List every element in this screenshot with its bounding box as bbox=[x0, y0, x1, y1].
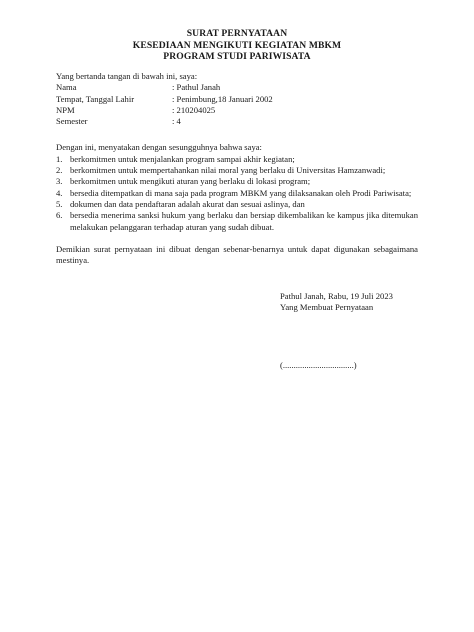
list-item-text: bersedia menerima sanksi hukum yang berlaku dan bersiap dikembalikan ke kampus jika ditemukan melakukan pelanggaran terhadap aturan yang sudah dibuat. bbox=[70, 210, 418, 232]
program-title: PROGRAM STUDI PARIWISATA bbox=[163, 51, 311, 62]
list-item bbox=[56, 154, 418, 165]
list-item bbox=[56, 176, 418, 187]
identity-value: : Pathul Janah bbox=[172, 82, 221, 93]
list-item-text: dokumen dan data pendaftaran adalah akurat dan sesuai aslinya, dan bbox=[70, 198, 305, 209]
document-subtitle: KESEDIAAN MENGIKUTI KEGIATAN MBKM bbox=[132, 39, 342, 51]
statement-list bbox=[56, 154, 418, 233]
list-item bbox=[56, 199, 418, 210]
document-title: SURAT PERNYATAAN bbox=[186, 28, 288, 39]
document-body bbox=[56, 71, 418, 266]
identity-value: : Penimbung,18 Januari 2002 bbox=[172, 93, 273, 104]
signature-name-line: (.................................) bbox=[280, 360, 357, 370]
identity-value: : 4 bbox=[172, 116, 181, 127]
list-item-text: berkomitmen untuk mengikuti aturan yang berlaku di lokasi program; bbox=[70, 176, 311, 187]
list-item-number: 5. bbox=[56, 198, 63, 209]
closing-paragraph: Demikian surat pernyataan ini dibuat dengan sebenar-benarnya untuk dapat digunakan sebagaimana mestinya. bbox=[56, 243, 418, 266]
list-item-number: 2. bbox=[56, 165, 63, 176]
signature-place-date: Pathul Janah, Rabu, 19 Juli 2023 bbox=[280, 291, 393, 301]
list-item-number: 4. bbox=[56, 187, 63, 198]
intro-text: Yang bertanda tangan di bawah ini, saya: bbox=[56, 71, 198, 81]
list-item-text: berkomitmen untuk mempertahankan nilai moral yang berlaku di Universitas Hamzanwadi; bbox=[70, 165, 386, 176]
identity-row bbox=[56, 116, 273, 127]
list-item bbox=[56, 210, 418, 233]
identity-label: Semester bbox=[56, 116, 88, 127]
list-item-text: berkomitmen untuk menjalankan program sampai akhir kegiatan; bbox=[70, 153, 295, 164]
identity-label: Nama bbox=[56, 82, 77, 93]
list-item-number: 1. bbox=[56, 153, 63, 164]
identity-row bbox=[56, 105, 273, 116]
identity-row bbox=[56, 82, 273, 93]
signature-role: Yang Membuat Pernyataan bbox=[280, 302, 374, 313]
list-item-number: 3. bbox=[56, 176, 63, 187]
document-header bbox=[0, 28, 474, 63]
identity-row bbox=[56, 94, 273, 105]
identity-value: : 210204025 bbox=[172, 104, 216, 115]
list-item bbox=[56, 188, 418, 199]
signature-block bbox=[280, 291, 393, 314]
list-item bbox=[56, 165, 418, 176]
identity-label: NPM bbox=[56, 104, 75, 115]
list-item-text: bersedia ditempatkan di mana saja pada program MBKM yang dilaksanakan oleh Prodi Pariwisata; bbox=[70, 187, 412, 198]
identity-table bbox=[56, 82, 273, 127]
statement-intro: Dengan ini, menyatakan dengan sesungguhnya bahwa saya: bbox=[56, 142, 262, 153]
list-item-number: 6. bbox=[56, 210, 63, 221]
identity-label: Tempat, Tanggal Lahir bbox=[56, 93, 135, 104]
